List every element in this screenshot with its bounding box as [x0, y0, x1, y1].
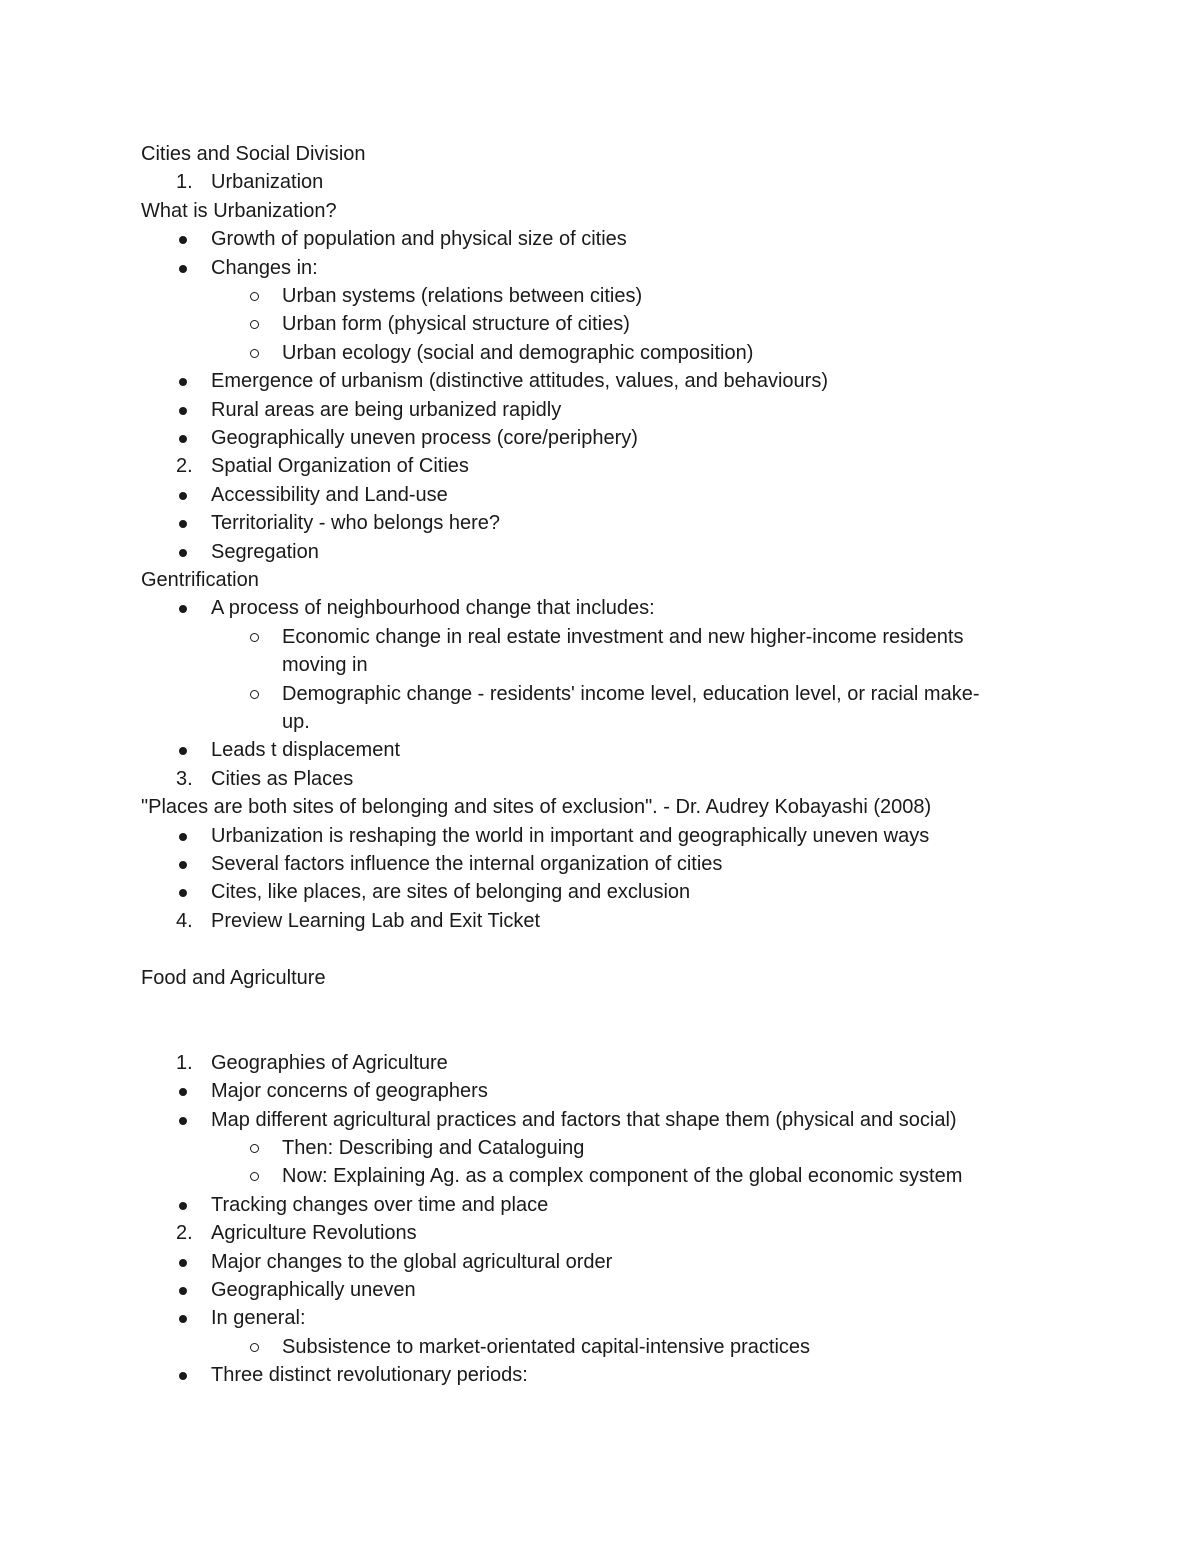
bullet-circle-icon	[250, 292, 259, 301]
heading-text: "Places are both sites of belonging and sites of exclusion". - Dr. Audrey Kobayashi (2008)	[141, 796, 932, 819]
bullet-item: Segregation	[211, 540, 319, 563]
sub-bullet-item: Demographic change - residents' income level, education level, or racial make-	[282, 682, 980, 705]
bullet-disc-icon	[179, 378, 187, 386]
heading-text: Gentrification	[141, 569, 259, 591]
list-number: 3.	[176, 767, 193, 790]
bullet-item: Three distinct revolutionary periods:	[211, 1364, 528, 1387]
numbered-item: Spatial Organization of Cities	[211, 455, 469, 478]
list-number: 4.	[176, 909, 193, 932]
bullet-item: Map different agricultural practices and factors that shape them (physical and social)	[211, 1108, 957, 1131]
sub-bullet-item: Urban ecology (social and demographic composition)	[282, 341, 754, 364]
bullet-disc-icon	[179, 407, 187, 415]
list-number: 1.	[176, 171, 193, 194]
sub-bullet-continuation: moving in	[282, 654, 368, 677]
bullet-item: Urbanization is reshaping the world in important and geographically uneven ways	[211, 824, 930, 847]
bullet-disc-icon	[179, 1259, 187, 1267]
bullet-item: Several factors influence the internal organization of cities	[211, 853, 723, 875]
sub-bullet-item: Urban systems (relations between cities)	[282, 285, 643, 307]
bullet-disc-icon	[179, 520, 187, 528]
bullet-circle-icon	[250, 1144, 259, 1153]
list-number: 2.	[176, 1222, 193, 1245]
bullet-disc-icon	[179, 747, 187, 755]
bullet-item: Growth of population and physical size of cities	[211, 228, 627, 251]
sub-bullet-item: Now: Explaining Ag. as a complex component of the global economic system	[282, 1165, 963, 1188]
bullet-item: Territoriality - who belongs here?	[211, 512, 501, 535]
bullet-disc-icon	[179, 1088, 187, 1096]
bullet-item: A process of neighbourhood change that includes:	[211, 597, 655, 620]
bullet-disc-icon	[179, 265, 187, 273]
bullet-disc-icon	[179, 1372, 187, 1380]
bullet-item: Geographically uneven	[211, 1279, 416, 1301]
bullet-item: Major changes to the global agricultural order	[211, 1250, 613, 1273]
bullet-disc-icon	[179, 861, 187, 869]
bullet-item: Tracking changes over time and place	[211, 1193, 549, 1216]
bullet-disc-icon	[179, 236, 187, 244]
bullet-disc-icon	[179, 435, 187, 443]
numbered-item: Geographies of Agriculture	[211, 1051, 448, 1074]
bullet-disc-icon	[179, 605, 187, 613]
bullet-disc-icon	[179, 1287, 187, 1295]
bullet-disc-icon	[179, 1202, 187, 1210]
sub-bullet-item: Urban form (physical structure of cities)	[282, 313, 630, 336]
bullet-item: Changes in:	[211, 256, 318, 279]
bullet-item: Accessibility and Land-use	[211, 483, 448, 506]
bullet-item: Major concerns of geographers	[211, 1080, 488, 1103]
bullet-circle-icon	[250, 1343, 259, 1352]
bullet-disc-icon	[179, 549, 187, 557]
bullet-disc-icon	[179, 492, 187, 500]
bullet-item: Cites, like places, are sites of belonging and exclusion	[211, 881, 691, 904]
bullet-disc-icon	[179, 833, 187, 841]
numbered-item: Cities as Places	[211, 767, 354, 790]
bullet-circle-icon	[250, 690, 259, 699]
bullet-item: In general:	[211, 1307, 306, 1330]
numbered-item: Urbanization	[211, 171, 324, 194]
heading-text: Cities and Social Division	[141, 143, 366, 165]
bullet-disc-icon	[179, 1315, 187, 1323]
sub-bullet-item: Then: Describing and Cataloguing	[282, 1137, 585, 1159]
sub-bullet-item: Economic change in real estate investment and new higher-income residents	[282, 625, 964, 648]
bullet-disc-icon	[179, 889, 187, 897]
numbered-item: Agriculture Revolutions	[211, 1222, 417, 1245]
bullet-circle-icon	[250, 320, 259, 329]
bullet-item: Rural areas are being urbanized rapidly	[211, 398, 562, 421]
list-number: 2.	[176, 455, 193, 478]
sub-bullet-item: Subsistence to market-orientated capital-intensive practices	[282, 1335, 811, 1358]
heading-text: Food and Agriculture	[141, 966, 326, 989]
bullet-circle-icon	[250, 1172, 259, 1181]
bullet-item: Leads t displacement	[211, 739, 401, 762]
heading-text: What is Urbanization?	[141, 199, 337, 222]
numbered-item: Preview Learning Lab and Exit Ticket	[211, 909, 541, 932]
bullet-circle-icon	[250, 349, 259, 358]
bullet-disc-icon	[179, 1117, 187, 1125]
bullet-item: Geographically uneven process (core/periphery)	[211, 427, 638, 449]
bullet-item: Emergence of urbanism (distinctive attitudes, values, and behaviours)	[211, 370, 828, 393]
bullet-circle-icon	[250, 633, 259, 642]
sub-bullet-continuation: up.	[282, 711, 310, 733]
list-number: 1.	[176, 1051, 193, 1074]
